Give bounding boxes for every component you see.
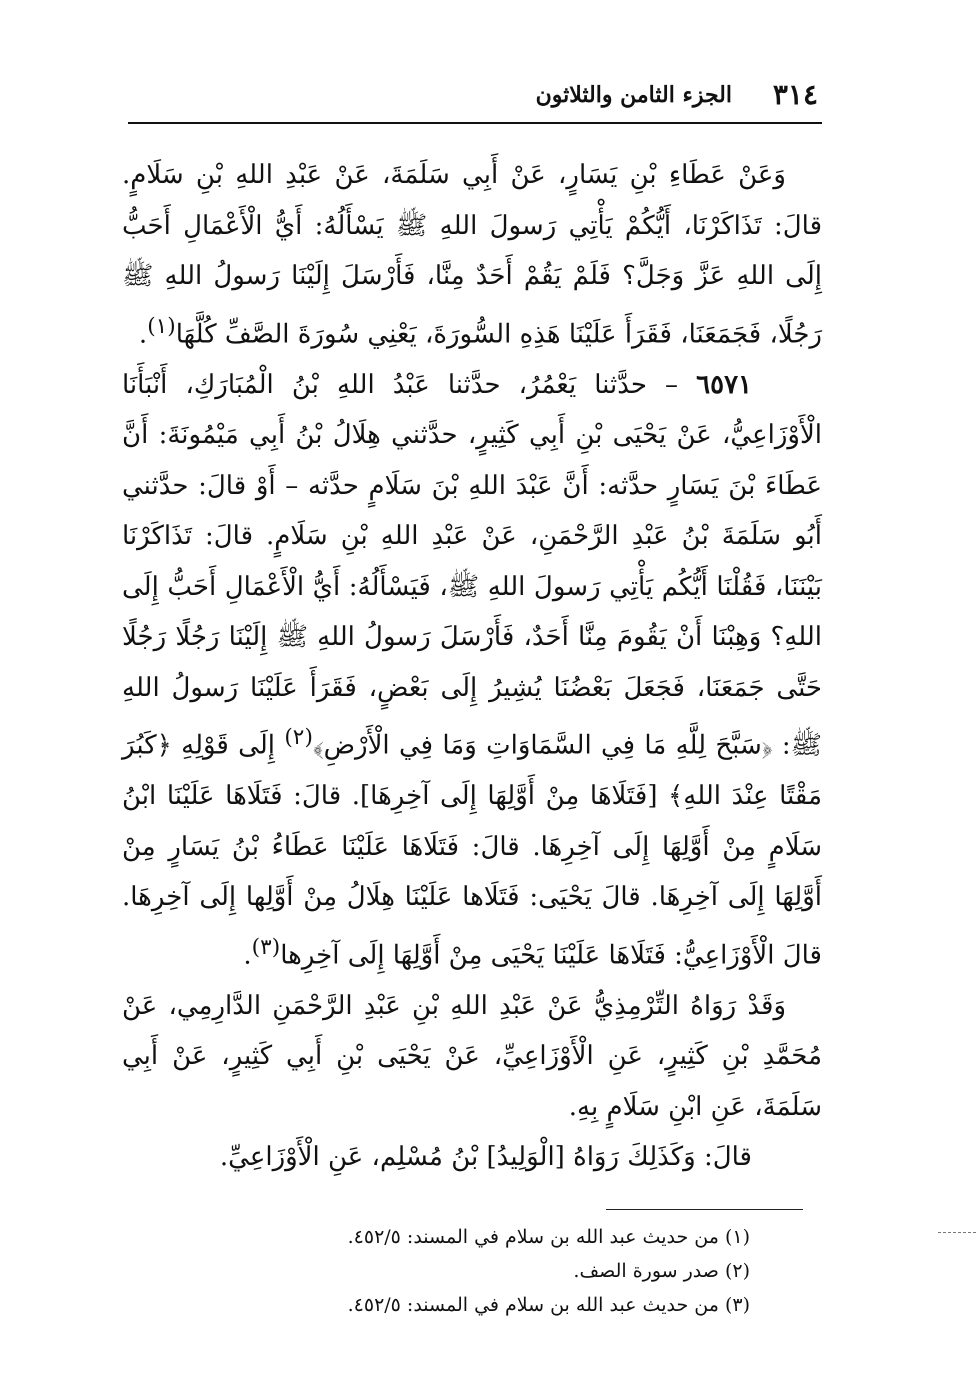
- running-header: [128, 78, 818, 116]
- footnote-divider: [606, 1209, 803, 1210]
- paragraph-4: قالَ: وَكَذَلِكَ رَوَاهُ [الْوَلِيدُ] بْنُ مُسْلِم، عَنِ الْأَوْزَاعِيِّ.: [219, 1142, 752, 1173]
- footnote-2: (٢) صدر سورة الصف.: [573, 1260, 750, 1282]
- hadith-paragraph: ٦٥٧١ – حدَّثنا يَعْمُرُ، حدَّثنا عَبْدُ اللهِ بْنُ الْمُبَارَكِ، أَنْبَأَنَا الْأَوْزَاعِيُّ، عَنْ يَحْيَى بْنِ أَبِي كَثِيرٍ، حدَّثني هِلَالُ بْنُ أَبِي مَيْمُونَةَ: أَنَّ عَطَاءَ بْنَ يَسَارٍ حدَّثه: أَنَّ عَبْدَ اللهِ بْنَ سَلَامٍ حدَّثه – أَوْ قالَ: حدَّثني أَبُو سَلَمَةَ بْنُ عَبْدِ الرَّحْمَنِ، عَنْ عَبْدِ اللهِ بْنِ سَلَامٍ. قالَ: تَذَاكَرْنَا بَيْنَنَا، فَقُلْنَا أَيُّكُم يَأْتِي رَسولَ اللهِ ﷺ، فَيَسْأَلُهُ: أَيُّ الْأَعْمَالِ أَحَبُّ إِلَى اللهِ؟ وَهِبْنَا أَنْ يَقُومَ مِنَّا أَحَدٌ، فَأَرْسَلَ رَسولُ اللهِ ﷺ إِلَيْنَا رَجُلًا رَجُلًا حَتَّى جَمَعَنَا، فَجَعَلَ بَعْضُنَا يُشِيرُ إِلَى بَعْضٍ، فَقَرَأَ عَلَيْنَا رَسولُ اللهِ ﷺ: ﴿سَبَّحَ لِلَّهِ مَا فِي السَّمَاوَاتِ وَمَا فِي الْأَرْضِ﴾$^{(٢)}$ إِلَى قَوْلِهِ ﴿كَبُرَ مَقْتًا عِنْدَ اللهِ﴾ [فَتَلَاهَا مِنْ أَوَّلِهَا إِلَى آخِرِهَا]. قالَ: فَتَلَاهَا عَلَيْنَا ابْنُ سَلَامٍ مِنْ أَوَّلِهَا إِلَى آخِرِهَا. قالَ: فَتَلَاهَا عَلَيْنَا عَطَاءُ بْنُ يَسَارٍ مِنْ أَوَّلِهَا إِلَى آخِرِهَا. قالَ يَحْيَى: فَتَلَاها عَلَيْنَا هِلَالُ مِنْ أَوَّلِها إِلَى آخِرِهَا. قالَ الْأَوْزَاعِيُّ: فَتَلَاهَا عَلَيْنَا يَحْيَى مِنْ أَوَّلِهَا إِلَى آخِرِها$^{(٣)}$.: [122, 369, 823, 971]
- footnote-ref-3: (٣): [251, 934, 281, 960]
- paragraph-1-text: وَعَنْ عَطَاءِ بْنِ يَسَارٍ، عَنْ أَبِي سَلَمَةَ، عَنْ عَبْدِ اللهِ بْنِ سَلَامٍ. قالَ: تَذَاكَرْنَا، أَيُّكُمْ يَأْتِي رَسولَ اللهِ ﷺ يَسْأَلُهُ: أَيُّ الْأَعْمَالِ أَحَبُّ إِلَى اللهِ عَزَّ وَجَلَّ؟ فَلَمْ يَقُمْ أَحَدٌ مِنَّا، فَأَرْسَلَ إِلَيْنَا رَسولُ اللهِ ﷺ رَجُلًا، فَجَمَعَنَا، فَقَرَأَ عَلَيْنَا هَذِهِ السُّورَةَ، يَعْنِي سُورَةَ الصَّفِّ كُلَّهَا: [122, 160, 822, 350]
- footnote-ref-1: (١): [147, 313, 176, 339]
- hadith-text-continued: إِلَى قَوْلِهِ ﴿كَبُرَ مَقْتًا عِنْدَ اللهِ﴾ [فَتَلَاهَا مِنْ أَوَّلِهَا إِلَى آخِرِهَا]. قالَ: فَتَلَاهَا عَلَيْنَا ابْنُ سَلَامٍ مِنْ أَوَّلِهَا إِلَى آخِرِهَا. قالَ: فَتَلَاهَا عَلَيْنَا عَطَاءُ بْنُ يَسَارٍ مِنْ أَوَّلِهَا إِلَى آخِرِهَا. قالَ يَحْيَى: فَتَلَاها عَلَيْنَا هِلَالُ مِنْ أَوَّلِها إِلَى آخِرِهَا. قالَ الْأَوْزَاعِيُّ: فَتَلَاهَا عَلَيْنَا يَحْيَى مِنْ أَوَّلِهَا إِلَى آخِرِها: [122, 730, 822, 971]
- footnotes: [280, 1220, 750, 1322]
- running-title: الجزء الثامن والثلاثون: [535, 82, 732, 108]
- footnote-1: (١) من حديث عبد الله بن سلام في المسند: ٤٥٢/٥.: [347, 1226, 750, 1248]
- margin-mark: [938, 1232, 976, 1233]
- header-divider: [128, 122, 822, 124]
- paragraph-3: وَقَدْ رَوَاهُ التِّرْمِذِيُّ عَنْ عَبْدِ اللهِ بْنِ عَبْدِ الرَّحْمَنِ الدَّارِمِي، عَنْ مُحَمَّدِ بْنِ كَثِيرٍ، عَنِ الْأَوْزَاعِيِّ، عَنْ يَحْيَى بْنِ أَبِي كَثِيرٍ، عَنْ أَبِي سَلَمَةَ، عَنِ ابْنِ سَلَامٍ بِهِ.: [122, 990, 822, 1122]
- main-text: [122, 150, 822, 1183]
- page-number: ٣١٤: [772, 78, 818, 111]
- hadith-number: ٦٥٧١: [696, 369, 752, 400]
- footnote-ref-2: (٢): [284, 725, 313, 751]
- hadith-text: – حدَّثنا يَعْمُرُ، حدَّثنا عَبْدُ اللهِ بْنُ الْمُبَارَكِ، أَنْبَأَنَا الْأَوْزَاعِيُّ، عَنْ يَحْيَى بْنِ أَبِي كَثِيرٍ، حدَّثني هِلَالُ بْنُ أَبِي مَيْمُونَةَ: أَنَّ عَطَاءَ بْنَ يَسَارٍ حدَّثه: أَنَّ عَبْدَ اللهِ بْنَ سَلَامٍ حدَّثه – أَوْ قالَ: حدَّثني أَبُو سَلَمَةَ بْنُ عَبْدِ الرَّحْمَنِ، عَنْ عَبْدِ اللهِ بْنِ سَلَامٍ. قالَ: تَذَاكَرْنَا بَيْنَنَا، فَقُلْنَا أَيُّكُم يَأْتِي رَسولَ اللهِ ﷺ، فَيَسْأَلُهُ: أَيُّ الْأَعْمَالِ أَحَبُّ إِلَى اللهِ؟ وَهِبْنَا أَنْ يَقُومَ مِنَّا أَحَدٌ، فَأَرْسَلَ رَسولُ اللهِ ﷺ إِلَيْنَا رَجُلًا رَجُلًا حَتَّى جَمَعَنَا، فَجَعَلَ بَعْضُنَا يُشِيرُ إِلَى بَعْضٍ، فَقَرَأَ عَلَيْنَا رَسولُ اللهِ ﷺ: ﴿سَبَّحَ لِلَّهِ مَا فِي السَّمَاوَاتِ وَمَا فِي الْأَرْضِ﴾: [122, 369, 823, 761]
- footnote-3: (٣) من حديث عبد الله بن سلام في المسند: ٤٥٢/٥.: [347, 1294, 750, 1316]
- paragraph-1: وَعَنْ عَطَاءِ بْنِ يَسَارٍ، عَنْ أَبِي سَلَمَةَ، عَنْ عَبْدِ اللهِ بْنِ سَلَامٍ. قالَ: تَذَاكَرْنَا، أَيُّكُمْ يَأْتِي رَسولَ اللهِ ﷺ يَسْأَلُهُ: أَيُّ الْأَعْمَالِ أَحَبُّ إِلَى اللهِ عَزَّ وَجَلَّ؟ فَلَمْ يَقُمْ أَحَدٌ مِنَّا، فَأَرْسَلَ إِلَيْنَا رَسولُ اللهِ ﷺ رَجُلًا، فَجَمَعَنَا، فَقَرَأَ عَلَيْنَا هَذِهِ السُّورَةَ، يَعْنِي سُورَةَ الصَّفِّ كُلَّهَا$^{(١)}$.: [122, 160, 822, 350]
